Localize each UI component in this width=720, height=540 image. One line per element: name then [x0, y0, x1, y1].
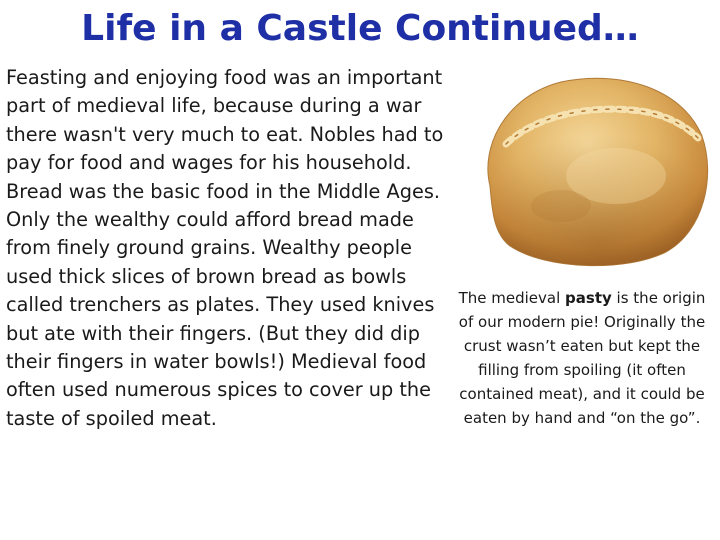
pasty-image — [466, 66, 712, 272]
caption-text-after: is the origin of our modern pie! Originally the crust wasn’t eaten but kept the filling from spoiling (it often contained meat), and it could be eaten by hand and “on the go”. — [458, 289, 706, 427]
image-caption — [452, 286, 712, 430]
caption-bold-word: pasty — [565, 289, 612, 307]
slide-title: Life in a Castle Continued… — [81, 8, 639, 49]
caption-text-before: The medieval — [458, 289, 566, 307]
body-paragraph: Feasting and enjoying food was an important part of medieval life, because during a war there wasn't very much to eat. Nobles had to pay for food and wages for his household. Bread was the basic food in the Middle Ages. Only the wealthy could afford bread made from finely ground grains. Wealthy people used thick slices of brown bread as bowls called trenchers as plates. They used knives but ate with their fingers. (But they did dip their fingers in water bowls!) Medieval food often used numerous spices to cover up the taste of spoiled meat. — [6, 66, 444, 430]
